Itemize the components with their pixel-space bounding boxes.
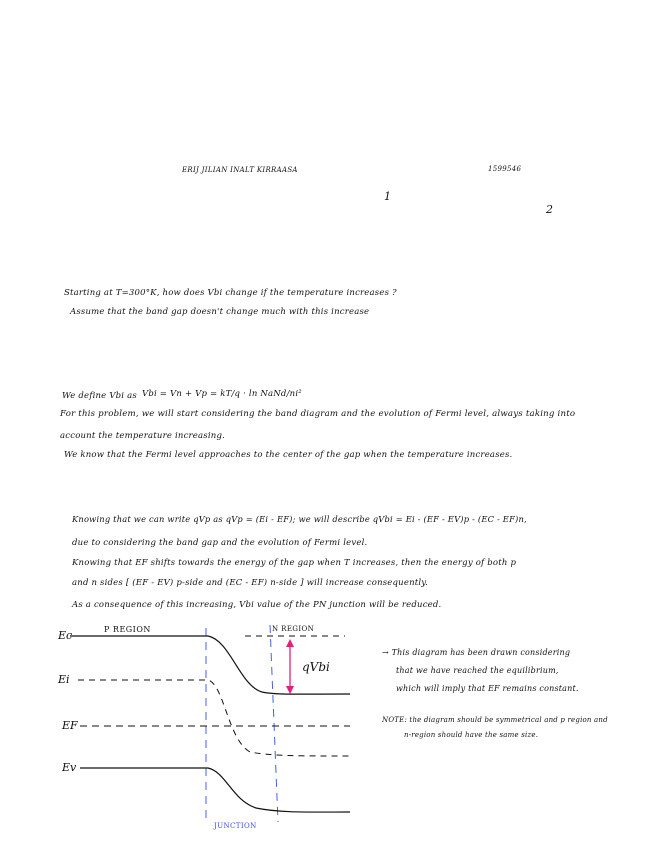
- student-id: 1599546: [488, 165, 522, 173]
- ef-label: EF: [62, 719, 78, 732]
- definition-prefix: We define Vbi as: [62, 391, 137, 401]
- ei-level-curve: [78, 680, 350, 756]
- page-mark: 1: [384, 190, 391, 203]
- diagram-note-arrow-3: which will imply that EF remains constant.: [396, 684, 579, 693]
- definition-formula: Vbi = Vn + Vp = kT/q · ln NaNd/ni²: [142, 389, 302, 399]
- n-depletion-edge-line: [270, 625, 278, 822]
- ev-band-curve: [80, 768, 350, 812]
- paragraph-2-line-2: due to considering the band gap and the evolution of Fermi level.: [72, 538, 368, 548]
- diagram-note-2: n-region should have the same size.: [404, 731, 539, 739]
- diagram-note-1: NOTE: the diagram should be symmetrical and p region and: [382, 716, 608, 724]
- paragraph-2-line-4: and n sides [ (EF - EV) p-side and (EC - EF) n-side ] will increase consequently.: [72, 578, 429, 588]
- paragraph-2-line-5: As a consequence of this increasing, Vbi value of the PN junction will be reduced.: [72, 600, 442, 610]
- paragraph-2-line-3: Knowing that EF shifts towards the energy of the gap when T increases, then the energy of both p: [72, 558, 517, 568]
- paragraph-1-line-3: We know that the Fermi level approaches to the center of the gap when the temperature increases.: [64, 450, 513, 460]
- junction-label: JUNCTION: [214, 822, 257, 830]
- n-region-label: N REGION: [272, 625, 315, 633]
- p-region-label: P REGION: [104, 625, 151, 634]
- author-name: ERIJ JILIAN INALT KIRRAASA: [182, 166, 298, 174]
- question-line-2: Assume that the band gap doesn't change much with this increase: [70, 307, 370, 317]
- qvbi-label: qVbi: [302, 660, 330, 674]
- ev-label: Ev: [62, 761, 77, 774]
- paragraph-1-line-2: account the temperature increasing.: [60, 431, 226, 441]
- diagram-note-arrow-1: → This diagram has been drawn considering: [382, 648, 571, 657]
- ec-label: Ec: [58, 629, 73, 642]
- diagram-note-arrow-2: that we have reached the equilibrium,: [396, 666, 559, 675]
- paragraph-1-line-1: For this problem, we will start considering the band diagram and the evolution of Fermi level, always taking into: [60, 409, 576, 419]
- question-line-1: Starting at T=300°K, how does Vbi change if the temperature increases ?: [64, 288, 397, 298]
- ei-label: Ei: [58, 673, 70, 686]
- paragraph-2-line-1: Knowing that we can write qVp as qVp = (Ei - EF); we will describe qVbi = Ei - (EF - EV)p - (EC - EF)n,: [72, 514, 527, 524]
- page-number: 2: [546, 203, 553, 216]
